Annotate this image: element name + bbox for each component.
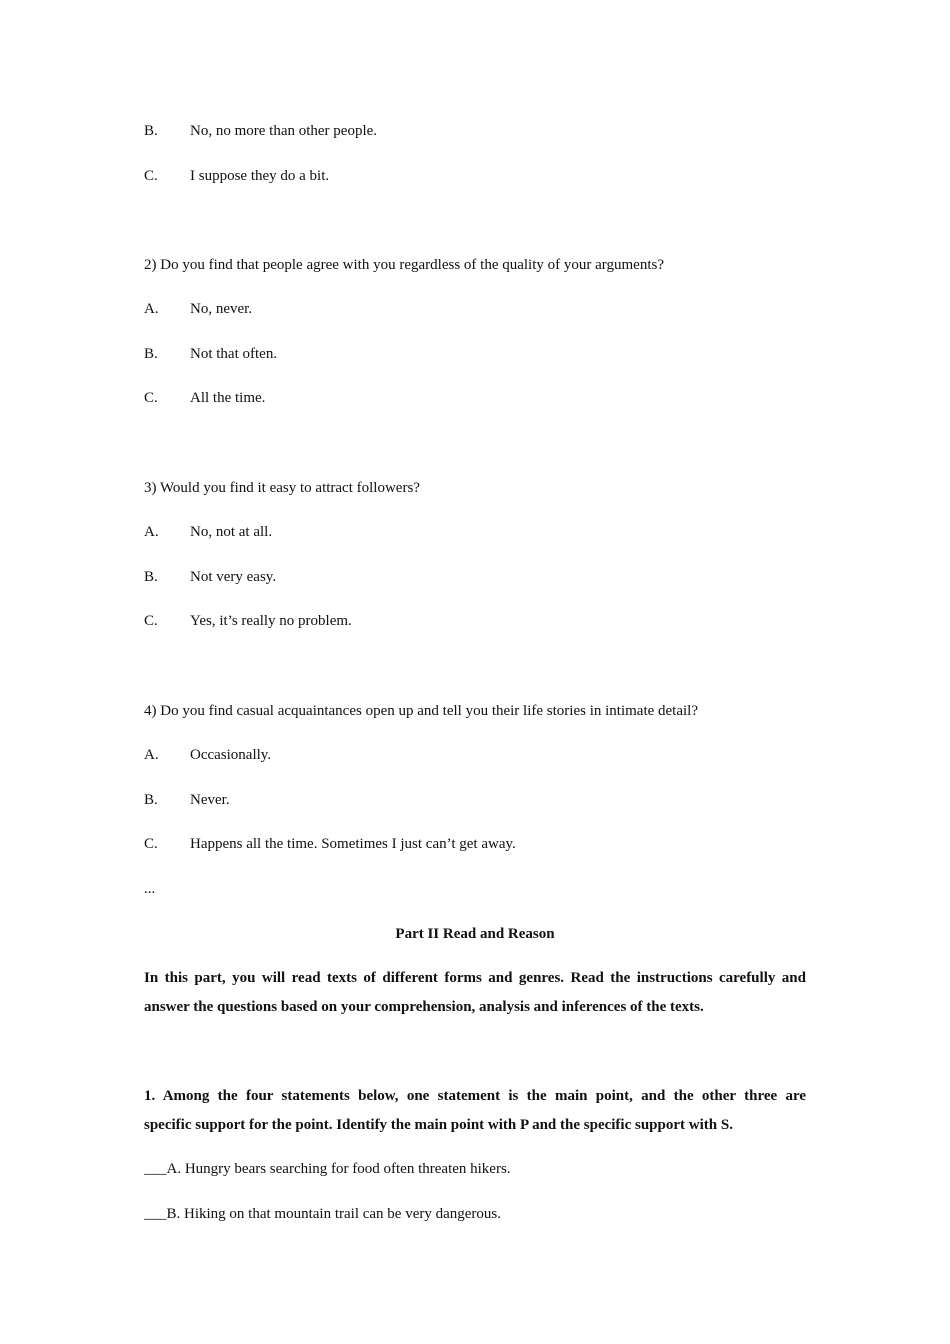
q3-question: 3) Would you find it easy to attract followers? [144,480,420,496]
option-text: No, no more than other people. [190,123,378,139]
option-text: Never. [190,792,230,808]
statement-text: B. Hiking on that mountain trail can be very dangerous. [166,1206,502,1222]
task1-prompt-line1: 1. Among the four statements below, one statement is the main point, and the other three are [144,1088,806,1104]
option-text: Occasionally. [190,747,272,763]
option-letter: B. [144,569,158,585]
option-text: All the time. [190,390,266,406]
part2-instructions-line1: In this part, you will read texts of different forms and genres. Read the instructions carefully and [144,970,806,986]
task1-item-b [144,1204,501,1224]
q2-option-a [144,299,252,319]
q1-option-c [144,166,329,186]
option-text: Not that often. [190,346,278,362]
option-letter: A. [144,301,159,317]
part2-instructions-line2: answer the questions based on your comprehension, analysis and inferences of the texts. [144,999,704,1015]
q1-option-b [144,121,377,141]
option-letter: A. [144,747,159,763]
q4-option-a [144,745,271,765]
option-letter: B. [144,346,158,362]
option-letter: B. [144,792,158,808]
option-text: Yes, it’s really no problem. [190,613,352,629]
q3-option-c [144,611,352,631]
option-text: Not very easy. [190,569,277,585]
task1-item-a [144,1159,511,1179]
option-letter: C. [144,613,158,629]
statement-text: A. Hungry bears searching for food often threaten hikers. [166,1161,511,1177]
part2-heading: Part II Read and Reason [395,926,555,942]
q3-option-b [144,567,276,587]
option-letter: C. [144,168,158,184]
q2-option-b [144,344,277,364]
answer-blank: ___ [144,1161,167,1177]
answer-blank: ___ [144,1206,167,1222]
q4-option-c [144,834,516,854]
q2-option-c [144,388,265,408]
ellipsis: ... [144,881,156,897]
option-letter: C. [144,390,158,406]
option-letter: B. [144,123,158,139]
q3-option-a [144,522,272,542]
task1-prompt-line2: specific support for the point. Identify the main point with P and the specific support with S. [144,1117,733,1133]
option-text: Happens all the time. Sometimes I just can’t get away. [190,836,516,852]
option-letter: C. [144,836,158,852]
option-text: I suppose they do a bit. [190,168,330,184]
option-letter: A. [144,524,159,540]
option-text: No, never. [190,301,253,317]
option-text: No, not at all. [190,524,273,540]
q2-question: 2) Do you find that people agree with you regardless of the quality of your arguments? [144,257,664,273]
q4-question: 4) Do you find casual acquaintances open up and tell you their life stories in intimate detail? [144,703,698,719]
q4-option-b [144,790,230,810]
